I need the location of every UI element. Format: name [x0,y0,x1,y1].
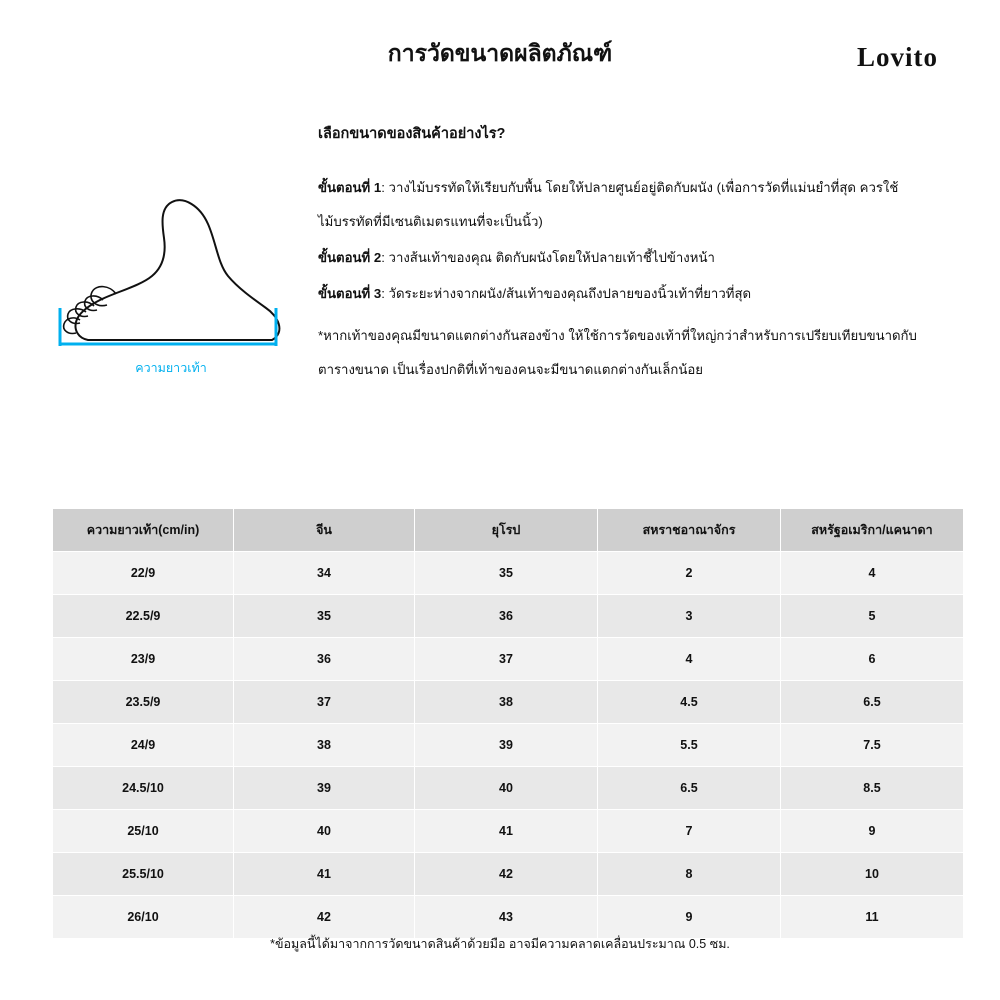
table-cell: 24.5/10 [53,767,234,810]
table-header-cell: ยุโรป [415,509,598,552]
brand-logo: Lovito [856,42,938,72]
table-cell: 42 [415,853,598,896]
table-row [53,810,964,853]
table-cell: 22.5/9 [53,595,234,638]
table-cell: 37 [415,638,598,681]
table-cell: 10 [781,853,964,896]
table-cell: 39 [415,724,598,767]
table-cell: 35 [234,595,415,638]
table-cell: 11 [781,896,964,939]
table-row [53,896,964,939]
table-row [53,552,964,595]
instruction-step-1 [318,171,948,239]
table-header-row [53,509,964,552]
table-cell: 36 [234,638,415,681]
table-cell: 26/10 [53,896,234,939]
instructions-block [318,122,948,387]
table-row [53,853,964,896]
table-cell: 3 [598,595,781,638]
instruction-step-2-label: ขั้นตอนที่ 2 [318,250,382,265]
measurement-footnote: *ข้อมูลนี้ได้มาจากการวัดขนาดสินค้าด้วยมือ อาจมีความคลาดเคลื่อนประมาณ 0.5 ซม. [270,937,730,951]
table-cell: 35 [415,552,598,595]
table-cell: 7 [598,810,781,853]
table-cell: 38 [234,724,415,767]
table-cell: 41 [234,853,415,896]
foot-measurement-diagram [40,180,302,380]
instruction-step-3-label: ขั้นตอนที่ 3 [318,286,382,301]
table-cell: 22/9 [53,552,234,595]
table-cell: 4.5 [598,681,781,724]
table-row [53,724,964,767]
foot-illustration-icon [40,180,302,360]
table-cell: 6.5 [598,767,781,810]
table-cell: 37 [234,681,415,724]
instruction-step-3-text: : วัดระยะห่างจากผนัง/ส้นเท้าของคุณถึงปลายของนิ้วเท้าที่ยาวที่สุด [381,286,752,301]
table-row [53,767,964,810]
instruction-step-2 [318,241,948,275]
instruction-step-2-text: : วางส้นเท้าของคุณ ติดกับผนังโดยให้ปลายเท้าชี้ไปข้างหน้า [381,250,715,265]
instructions-heading: เลือกขนาดของสินค้าอย่างไร? [318,126,506,142]
table-cell: 23/9 [53,638,234,681]
table-cell: 5.5 [598,724,781,767]
table-cell: 6 [781,638,964,681]
table-cell: 25.5/10 [53,853,234,896]
table-cell: 38 [415,681,598,724]
table-cell: 23.5/9 [53,681,234,724]
table-cell: 43 [415,896,598,939]
table-cell: 8.5 [781,767,964,810]
table-row [53,681,964,724]
table-header-cell: จีน [234,509,415,552]
table-cell: 39 [234,767,415,810]
foot-length-label: ความยาวเท้า [135,361,207,375]
table-header-cell: สหรัฐอเมริกา/แคนาดา [781,509,964,552]
table-cell: 2 [598,552,781,595]
table-cell: 25/10 [53,810,234,853]
instructions-note: *หากเท้าของคุณมีขนาดแตกต่างกันสองข้าง ให้ใช้การวัดของเท้าที่ใหญ่กว่าสำหรับการเปรียบเทียบขนาดกับตารางขนาด เป็นเรื่องปกติที่เท้าของคนจะมีขนาดแตกต่างกันเล็กน้อย [318,328,917,377]
table-cell: 36 [415,595,598,638]
page-title: การวัดขนาดผลิตภัณฑ์ [387,40,613,66]
table-cell: 4 [781,552,964,595]
table-cell: 34 [234,552,415,595]
table-row [53,638,964,681]
table-cell: 8 [598,853,781,896]
table-cell: 41 [415,810,598,853]
instruction-step-1-text: : วางไม้บรรทัดให้เรียบกับพื้น โดยให้ปลายศูนย์อยู่ติดกับผนัง (เพื่อการวัดที่แม่นยำที่สุด ควรใช้ไม้บรรทัดที่มีเซนติเมตรแทนที่จะเป็นนิ้ว) [318,180,899,229]
instruction-step-3 [318,277,948,311]
table-cell: 9 [598,896,781,939]
table-row [53,595,964,638]
table-cell: 9 [781,810,964,853]
table-header-cell: ความยาวเท้า(cm/in) [53,509,234,552]
table-cell: 7.5 [781,724,964,767]
table-cell: 24/9 [53,724,234,767]
table-cell: 5 [781,595,964,638]
table-header-cell: สหราชอาณาจักร [598,509,781,552]
table-cell: 4 [598,638,781,681]
instruction-step-1-label: ขั้นตอนที่ 1 [318,180,382,195]
size-conversion-table [52,508,964,939]
table-cell: 40 [415,767,598,810]
table-cell: 40 [234,810,415,853]
table-cell: 6.5 [781,681,964,724]
table-cell: 42 [234,896,415,939]
